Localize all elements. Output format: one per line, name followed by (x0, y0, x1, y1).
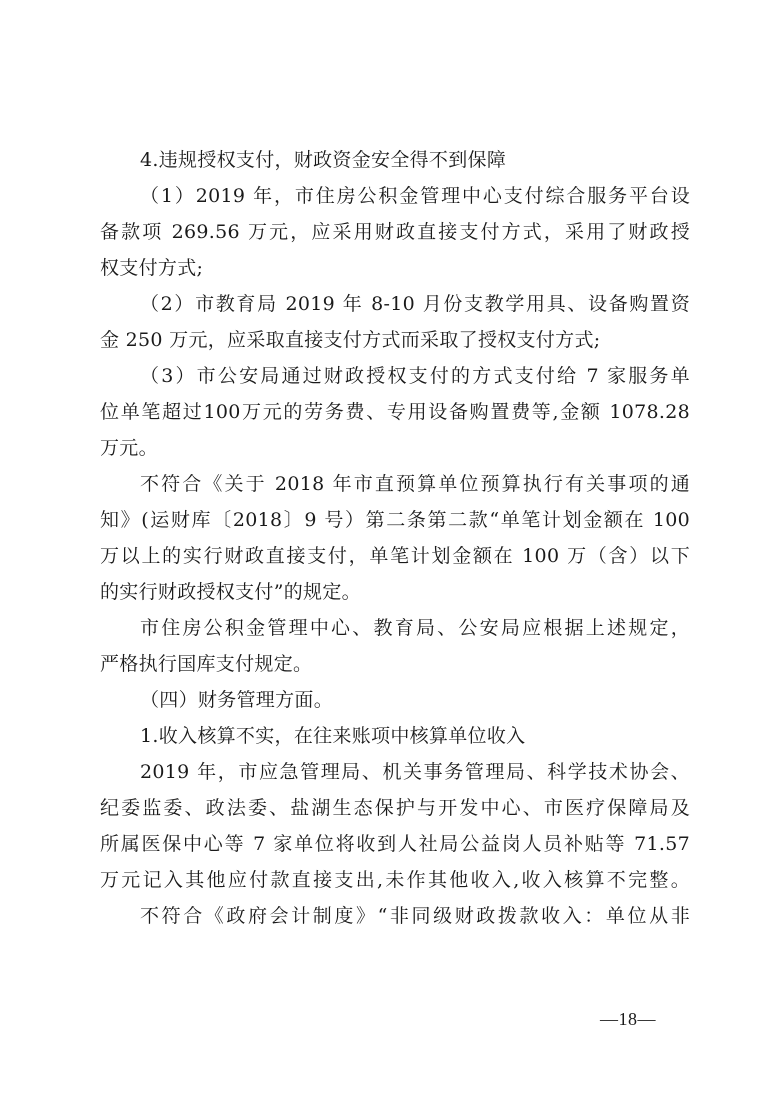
paragraph-line: 位单笔超过100万元的劳务费、专用设备购置费等,金额 1078.28 (100, 401, 690, 423)
paragraph-line: 严格执行国库支付规定。 (100, 653, 313, 675)
paragraph-line: 备款项 269.56 万元，应采用财政直接支付方式，采用了财政授 (100, 221, 690, 243)
paragraph-line: （2）市教育局 2019 年 8-10 月份支教学用具、设备购置资 (140, 293, 690, 315)
document-body (100, 142, 690, 934)
paragraph-line: 万以上的实行财政直接支付，单笔计划金额在 100 万（含）以下 (100, 545, 690, 567)
paragraph-line: 万元。 (100, 437, 158, 459)
paragraph-line: （3）市公安局通过财政授权支付的方式支付给 7 家服务单 (140, 365, 690, 387)
paragraph-line: 所属医保中心等 7 家单位将收到人社局公益岗人员补贴等 71.57 (100, 833, 690, 855)
paragraph-line: 不符合《政府会计制度》“非同级财政拨款收入：单位从非 (140, 905, 690, 927)
section-heading: （四）财务管理方面。 (140, 689, 334, 711)
paragraph-line: 权支付方式; (100, 257, 204, 279)
section-heading: 4.违规授权支付，财政资金安全得不到保障 (140, 149, 507, 171)
paragraph-line: 知》(运财库〔2018〕9 号）第二条第二款“单笔计划金额在 100 (100, 509, 690, 531)
paragraph-line: 金 250 万元，应采取直接支付方式而采取了授权支付方式; (100, 329, 601, 351)
paragraph-line: 纪委监委、政法委、盐湖生态保护与开发中心、市医疗保障局及 (100, 797, 690, 819)
paragraph-line: 2019 年，市应急管理局、机关事务管理局、科学技术协会、 (140, 761, 690, 783)
paragraph-line: （1）2019 年，市住房公积金管理中心支付综合服务平台设 (140, 185, 690, 207)
paragraph-line: 万元记入其他应付款直接支出,未作其他收入,收入核算不完整。 (100, 869, 690, 891)
paragraph-line: 的实行财政授权支付”的规定。 (100, 581, 361, 603)
page-number: —18— (600, 1009, 656, 1029)
paragraph-line: 市住房公积金管理中心、教育局、公安局应根据上述规定， (140, 617, 690, 639)
paragraph-line: 不符合《关于 2018 年市直预算单位预算执行有关事项的通 (140, 473, 690, 495)
section-heading: 1.收入核算不实，在往来账项中核算单位收入 (140, 725, 526, 747)
